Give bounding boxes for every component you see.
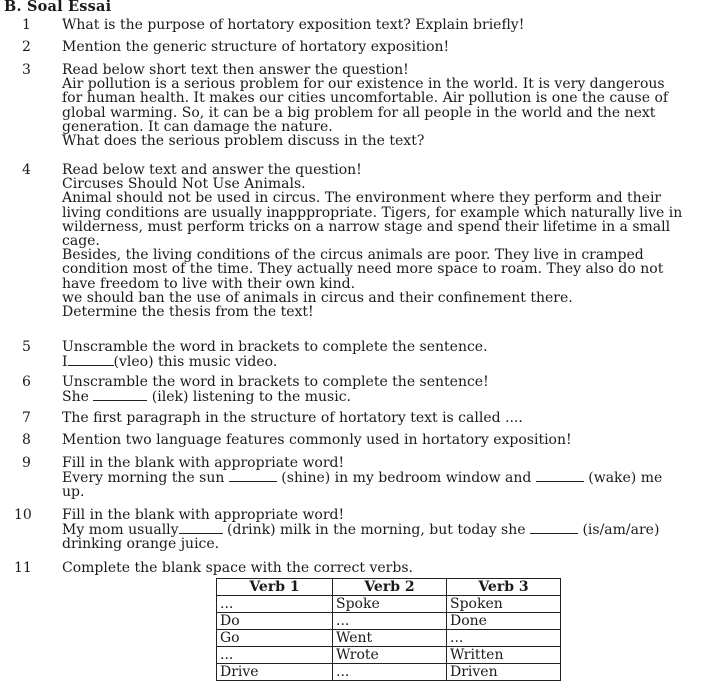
passage-line: generation. It can damage the nature. xyxy=(62,118,333,135)
sentence-line xyxy=(62,389,716,404)
answer-blank[interactable] xyxy=(530,522,578,534)
sentence-end: (vleo) this music video. xyxy=(113,354,278,371)
table-cell: Spoke xyxy=(333,596,447,613)
question-text: Read below text and answer the question! xyxy=(62,162,362,178)
sentence-line xyxy=(62,470,716,485)
table-cell: Done xyxy=(447,613,561,630)
table-cell[interactable]: ... xyxy=(333,664,447,681)
question-text: Fill in the blank with appropriate word! xyxy=(62,455,345,471)
question-text: Mention the generic structure of hortatory exposition! xyxy=(62,39,450,55)
table-cell[interactable]: ... xyxy=(447,630,561,647)
table-row xyxy=(217,630,561,647)
question-number: 10 xyxy=(14,507,32,523)
table-cell: Driven xyxy=(447,664,561,681)
question-number: 3 xyxy=(22,62,31,78)
question-text: Mention two language features commonly used in hortatory exposition! xyxy=(62,432,572,448)
question-number: 11 xyxy=(14,560,32,576)
table-cell: Wrote xyxy=(333,647,447,664)
passage-line: Air pollution is a serious problem for our existence in the world. It is very dangerous xyxy=(62,76,665,93)
table-cell: Written xyxy=(447,647,561,664)
passage-line: wilderness, must perform tricks on a narrow stage and spend their lifetime in a small xyxy=(62,218,671,235)
question-text: The first paragraph in the structure of hortatory text is called .... xyxy=(62,410,523,426)
answer-blank[interactable] xyxy=(68,354,114,366)
sentence-part: (drink) milk in the morning, but today she xyxy=(227,522,526,539)
question-text: Unscramble the word in brackets to complete the sentence! xyxy=(62,374,489,390)
column-header: Verb 3 xyxy=(447,579,561,596)
passage-line: for human health. It makes our cities uncomfortable. Air pollution is one the cause of xyxy=(62,90,669,107)
sentence-part: My mom usually xyxy=(62,522,179,539)
question-text: Read below short text then answer the question! xyxy=(62,62,409,78)
sentence-part: (shine) in my bedroom window and xyxy=(281,470,532,487)
column-header: Verb 2 xyxy=(333,579,447,596)
sentence-line: up. xyxy=(62,484,85,501)
sentence-part: (is/am/are) xyxy=(582,522,660,539)
question-text: Fill in the blank with appropriate word! xyxy=(62,507,345,523)
question-text: Complete the blank space with the correct verbs. xyxy=(62,560,413,576)
table-cell[interactable]: ... xyxy=(217,596,333,613)
sentence-end: (ilek) listening to the music. xyxy=(147,389,352,406)
passage-title: Circuses Should Not Use Animals. xyxy=(62,176,306,193)
passage-line: cage. xyxy=(62,233,100,250)
question-number: 4 xyxy=(22,162,31,178)
question-text: What is the purpose of hortatory exposition text? Explain briefly! xyxy=(62,17,525,33)
table-row xyxy=(217,613,561,630)
sentence-start: She xyxy=(62,389,89,406)
answer-blank[interactable] xyxy=(536,470,584,482)
sentence-line: drinking orange juice. xyxy=(62,536,220,553)
table-cell: Drive xyxy=(217,664,333,681)
answer-blank[interactable] xyxy=(179,522,223,534)
question-prompt: What does the serious problem discuss in the text? xyxy=(62,133,425,150)
table-cell: Do xyxy=(217,613,333,630)
table-cell[interactable]: ... xyxy=(217,647,333,664)
passage-line: living conditions are usually inapppropriate. Tigers, for example which naturally live in xyxy=(62,204,683,221)
sentence-start: I xyxy=(62,354,68,371)
question-number: 7 xyxy=(22,410,31,426)
passage-line: global warming. So, it can be a big problem for all people in the world and the next xyxy=(62,104,656,121)
question-number: 6 xyxy=(22,374,31,390)
table-cell: Go xyxy=(217,630,333,647)
passage-line: Besides, the living conditions of the circus animals are poor. They live in cramped xyxy=(62,247,644,264)
passage-line: we should ban the use of animals in circus and their confinement there. xyxy=(62,289,573,306)
answer-blank[interactable] xyxy=(93,389,147,401)
table-row xyxy=(217,664,561,681)
section-title: B. Soal Essai xyxy=(4,0,112,15)
question-prompt: Determine the thesis from the text! xyxy=(62,304,314,321)
question-number: 1 xyxy=(22,17,31,33)
sentence-line xyxy=(62,354,716,369)
answer-blank[interactable] xyxy=(229,470,277,482)
question-number: 2 xyxy=(22,39,31,55)
column-header: Verb 1 xyxy=(217,579,333,596)
table-row xyxy=(217,647,561,664)
question-number: 5 xyxy=(22,339,31,355)
sentence-part: Every morning the sun xyxy=(62,470,225,487)
table-row xyxy=(217,596,561,613)
question-number: 8 xyxy=(22,432,31,448)
table-cell: Spoken xyxy=(447,596,561,613)
passage-line: condition most of the time. They actually need more space to roam. They also do not xyxy=(62,261,664,278)
passage-line: have freedom to live with their own kind. xyxy=(62,275,356,292)
passage-line: Animal should not be used in circus. The environment where they perform and their xyxy=(62,190,662,207)
question-text: Unscramble the word in brackets to complete the sentence. xyxy=(62,339,488,355)
table-header-row xyxy=(217,579,561,596)
table-cell[interactable]: ... xyxy=(333,613,447,630)
sentence-part: (wake) me xyxy=(588,470,663,487)
table-cell: Went xyxy=(333,630,447,647)
sentence-line xyxy=(62,522,716,537)
question-number: 9 xyxy=(22,455,31,471)
verb-table xyxy=(216,578,561,681)
